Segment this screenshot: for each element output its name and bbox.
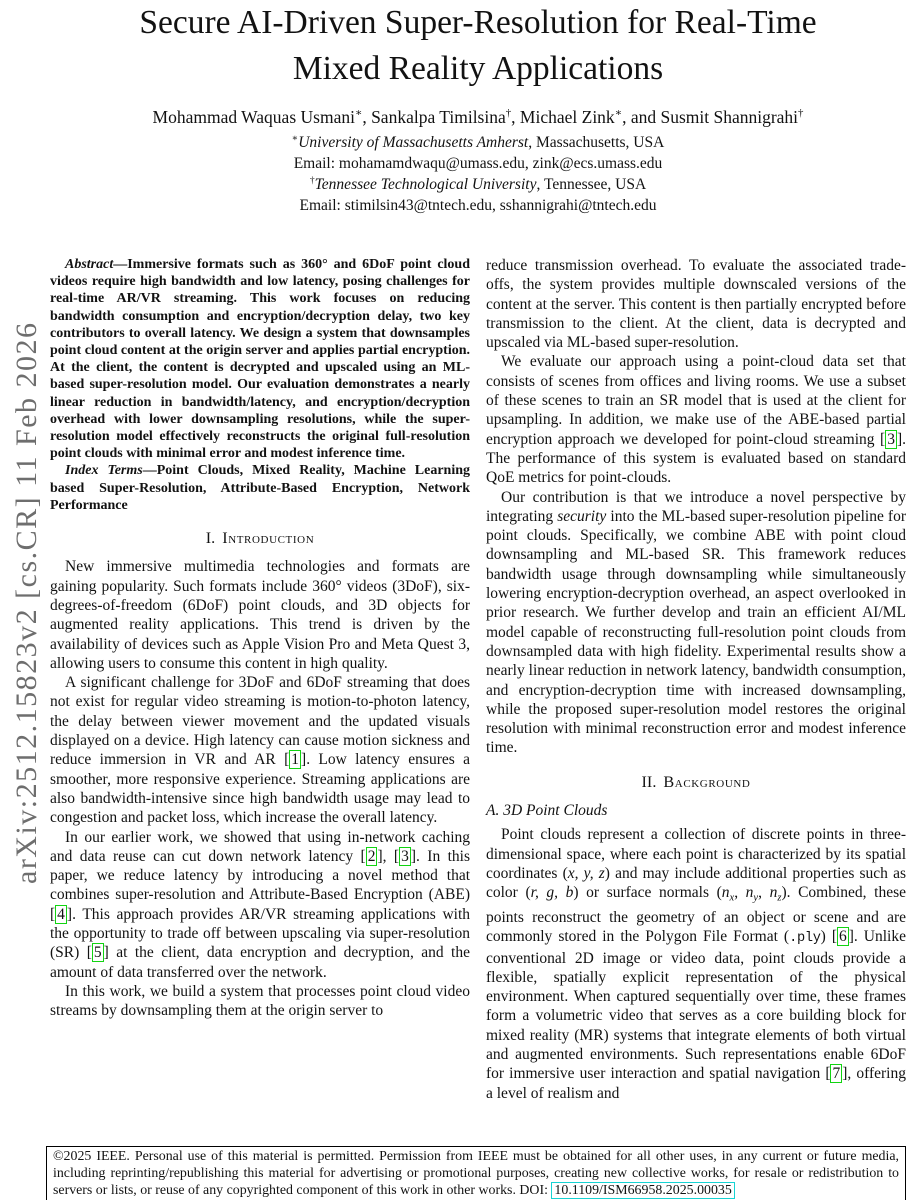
text-run: n — [769, 884, 778, 902]
text-run: Tennessee Technological University — [314, 176, 537, 193]
text-run: , offering a level of realism and — [486, 1065, 906, 1102]
text-run: University of Massachusetts Amherst — [298, 134, 529, 151]
text-run: —Point Clouds, Mixed Reality, Machine Learning based Super-Resolution, Attribute-Based Encryption, Network Performance — [50, 463, 471, 513]
section-heading — [50, 529, 470, 548]
citation-link[interactable]: 4 — [57, 905, 65, 923]
superscript-mark: † — [505, 107, 512, 120]
paragraph: A significant challenge for 3DoF and 6DoF streaming that does not exist for regular video streaming is motion-to-photon latency, the delay between viewer movement and the updated visuals displayed on a device. High latency can cause motion sickness and reduce immersion in VR and AR [ 1 ]. Low latency ensures a smoother, more responsive experience. Streaming applications are also bandwidth-intensive since high bandwidth usage may lead to congestion and packet loss, which increase the overall latency. — [50, 674, 471, 827]
text-run: In this work, we build a system that processes point cloud video streams by downsampling them at the origin server to — [50, 982, 470, 1020]
text-run: Abstract — [65, 257, 114, 272]
text-run: at the client, data encryption and decryption, and the amount of data transferred over the network. — [50, 944, 470, 981]
copyright-notice — [46, 1146, 906, 1200]
citation-link[interactable]: 2 — [367, 847, 376, 865]
section-title: Introduction — [222, 529, 315, 548]
affiliation-line — [50, 174, 906, 195]
title-line: Mixed Reality Applications — [292, 50, 664, 87]
text-run: Email: mohamamdwaqu@umass.edu, zink@ecs.umass.edu — [293, 155, 663, 172]
text-run: , Michael Zink — [511, 107, 615, 127]
paper-header — [50, 0, 906, 216]
text-run: r, g, b — [530, 884, 574, 902]
superscript-mark: ∗ — [291, 132, 299, 144]
text-run: Email: stimilsin43@tntech.edu, sshannigrahi@tntech.edu — [299, 197, 657, 214]
text-run: , — [382, 847, 394, 865]
text-run: ) — [820, 928, 832, 946]
citation-link[interactable]: 3 — [401, 847, 409, 865]
section-number: I. — [205, 529, 216, 548]
citation-link[interactable]: 1 — [291, 751, 300, 769]
left-column — [50, 256, 470, 1020]
paragraph: Point clouds represent a collection of discrete points in three-dimensional space, where each point is characterized by its spatial coordinates (x, y, z) and may include additional properties such as color (r, g, b) or surface normals ($n_x$, $n_y$, $n_z$). Combined, these points reconstruct the geometry of an object or scene and are commonly stored in the Polygon File Format (.ply) [ 6 ]. Unlike conventional 2D image or video data, point clouds provide a flexible, spatially explicit representation of the physical environment. When captured sequentially over time, these frames form a volumetric video that serves as a core building block for mixed reality (MR) systems that integrate elements of both virtual and augmented environments. Such representations enable 6DoF for immersive user interaction and spatial navigation [ 7 ], offering a level of realism and — [486, 826, 906, 1102]
text-run: —Immersive formats such as 360° and 6DoF point cloud videos require high bandwidth and low latency, posing challenges for real-time AR/VR streaming. This work focuses on reducing bandwidth consumption and encryption/decryption delay, two key contributors to overall latency. We design a system that downsamples point cloud content at the origin server and applies partial encryption. At the client, the content is decrypted and upscaled using an ML-based super-resolution model. Our evaluation demonstrates a nearly linear reduction in bandwidth/latency, and encryption/decryption overhead with lower downsampling resolutions, while the super-resolution model effectively reconstructs the original full-resolution point clouds with minimal error and modest inference time. — [50, 257, 470, 462]
text-run: , Massachusetts, USA — [528, 134, 665, 151]
superscript-mark: ∗ — [354, 107, 363, 120]
text-run: ). Combined, these points reconstruct the geometry of an object or scene and are commonly stored in the Polygon File Format ( — [486, 884, 906, 946]
text-run: x, y, z — [567, 864, 605, 882]
section-heading — [486, 773, 906, 792]
text-run: n — [745, 884, 754, 902]
text-run: . This approach provides AR/VR streaming applications with the opportunity to trade off between upscaling via super-resolution (SR) — [50, 905, 470, 962]
section-number: II. — [641, 772, 657, 791]
arxiv-watermark: arXiv:2512.15823v2 [cs.CR] 11 Feb 2026 — [10, 321, 43, 884]
text-run: security — [557, 507, 607, 525]
citation-link[interactable]: 6 — [838, 928, 847, 946]
doi-link[interactable]: 10.1109/ISM66958.2025.00035 — [551, 1182, 734, 1199]
paper-title — [50, 0, 906, 92]
text-run: . In this paper, we reduce latency by introducing a novel method that combines super-resolution and Attribute-Based Encryption (ABE) — [50, 847, 470, 904]
superscript-mark: † — [798, 107, 804, 120]
text-run: z — [777, 892, 782, 904]
paragraph — [50, 557, 470, 673]
affiliation-line — [50, 153, 906, 174]
title-line: Secure AI-Driven Super-Resolution for Real-Time — [139, 4, 817, 41]
affiliation-line — [50, 195, 906, 216]
text-run: Index Terms — [65, 463, 143, 479]
section-title: Background — [663, 772, 751, 791]
paragraph — [486, 256, 906, 352]
text-run: Mohammad Waquas Usmani — [152, 107, 355, 127]
text-run: Point clouds represent a collection of discrete points in three-dimensional space, where each point is characterized by its spatial coordinates ( — [486, 826, 906, 882]
text-run: We evaluate our approach using a point-cloud data set that consists of scenes from offices and living rooms. We use a subset of these scenes to train an SR model that is used at the client for upsampling. In addition, we make use of the ABE-based partial encryption approach we developed for point-cloud streaming — [486, 353, 906, 448]
paragraph — [486, 488, 906, 758]
paragraph: In our earlier work, we showed that using in-network caching and data reuse can cut down network latency [ 2 ], [ 3 ]. In this paper, we reduce latency by introducing a novel method that combines super-resolution and Attribute-Based Encryption (ABE) [ 4 ]. This approach provides AR/VR streaming applications with the opportunity to trade off between upscaling via super-resolution (SR) [ 5 ] at the client, data encryption and decryption, and the amount of data transferred over the network. — [50, 828, 470, 981]
right-column — [486, 256, 906, 1103]
citation-link[interactable]: 3 — [887, 430, 895, 448]
text-run: , Sankalpa Timilsina — [362, 107, 506, 127]
text-run: , and Susmit Shannigrahi — [622, 107, 799, 127]
citation-link[interactable]: 7 — [832, 1065, 841, 1083]
paragraph — [50, 462, 470, 514]
text-run: , Tennessee, USA — [536, 176, 647, 193]
affiliation-line — [50, 132, 906, 153]
text-run: n — [721, 884, 730, 902]
affiliations — [50, 132, 906, 216]
text-run: Our contribution is that we introduce a novel perspective by integrating — [486, 488, 906, 525]
text-run: In our earlier work, we showed that using in-network caching and data reuse can cut down network latency — [50, 828, 470, 865]
text-run: y — [753, 892, 759, 904]
paragraph: We evaluate our approach using a point-cloud data set that consists of scenes from offices and living rooms. We use a subset of these scenes to train an SR model that is used at the client for upsampling. In addition, we make use of the ABE-based partial encryption approach we developed for point-cloud streaming [ 3 ]. The performance of this system is evaluated based on standard QoE metrics for point-clouds. — [486, 353, 906, 487]
text-run: . Unlike conventional 2D image or video data, point clouds provide a flexible, spatially explicit representation of the physical environment. When captured sequentially over time, these frames form a volumetric video that serves as a core building block for mixed reality (MR) systems that integrate elements of both virtual and augmented environments. Such representations enable 6DoF for immersive user interaction and spatial navigation — [486, 928, 906, 1083]
text-run: . The performance of this system is evaluated based on standard QoE metrics for point-clouds. — [486, 430, 906, 487]
text-run: reduce transmission overhead. To evaluate the associated trade-offs, the system provides multiple downscaled versions of the content at the server. This content is then partially encrypted before transmission to the client. At the client, data is decrypted and upscaled via ML-based super-resolution. — [486, 257, 906, 352]
text-run: , — [758, 884, 770, 902]
subsection-heading: A. 3D Point Clouds — [486, 802, 608, 820]
paragraph — [50, 256, 470, 462]
citation-link[interactable]: 5 — [93, 944, 102, 962]
text-run: . Low latency ensures a smoother, more responsive experience. Streaming applications are also bandwidth-intensive since high bandwidth usage may lead to congestion and packet loss, which increase the overall latency. — [50, 751, 471, 827]
paragraph — [50, 982, 470, 1021]
text-run: , — [734, 884, 746, 902]
text-run: New immersive multimedia technologies and formats are gaining popularity. Such formats include 360° videos (3DoF), six-degrees-of-freedom (6DoF) point clouds, and 3D objects for augmented reality applications. This trend is driven by the availability of devices such as Apple Vision Pro and Meta Quest 3, allowing users to consume this content in high quality. — [50, 558, 470, 672]
text-run: x — [729, 892, 735, 904]
text-run: A significant challenge for 3DoF and 6DoF streaming that does not exist for regular video streaming is motion-to-photon latency, the delay between viewer movement and the updated visuals displayed on a device. High latency can cause motion sickness and reduce immersion in VR and AR — [50, 674, 470, 769]
code-text: .ply — [789, 931, 821, 947]
superscript-mark: ∗ — [614, 107, 623, 120]
text-run: into the ML-based super-resolution pipeline for point clouds. Specifically, we combine ABE with point cloud downsampling and ML-based SR. This framework reduces bandwidth usage through downsampling while simultaneously lowering encryption-decryption overhead, an aspect overlooked in prior research. We further develop and train an efficient AI/ML model capable of reconstructing full-resolution point clouds from downsampled data with high fidelity. Experimental results show a nearly linear reduction in network latency, bandwidth consumption, and encryption-decryption time with increased downsampling, while the proposed super-resolution model restores the original resolution with minimal reconstruction error and modest inference time. — [486, 507, 906, 757]
text-run: ) and may include additional properties such as color ( — [486, 864, 906, 902]
author-line — [50, 107, 906, 128]
text-run: ) or surface normals ( — [573, 884, 722, 902]
superscript-mark: † — [309, 174, 315, 186]
text-run: ©2025 IEEE. Personal use of this material is permitted. Permission from IEEE must be obtained for all other uses, in any current or future media, including reprinting/republishing this material for advertising or promotional purposes, creating new collective works, for resale or redistribution to servers or lists, or reuse of any copyrighted component of this work in other works. DOI: — [53, 1149, 899, 1198]
